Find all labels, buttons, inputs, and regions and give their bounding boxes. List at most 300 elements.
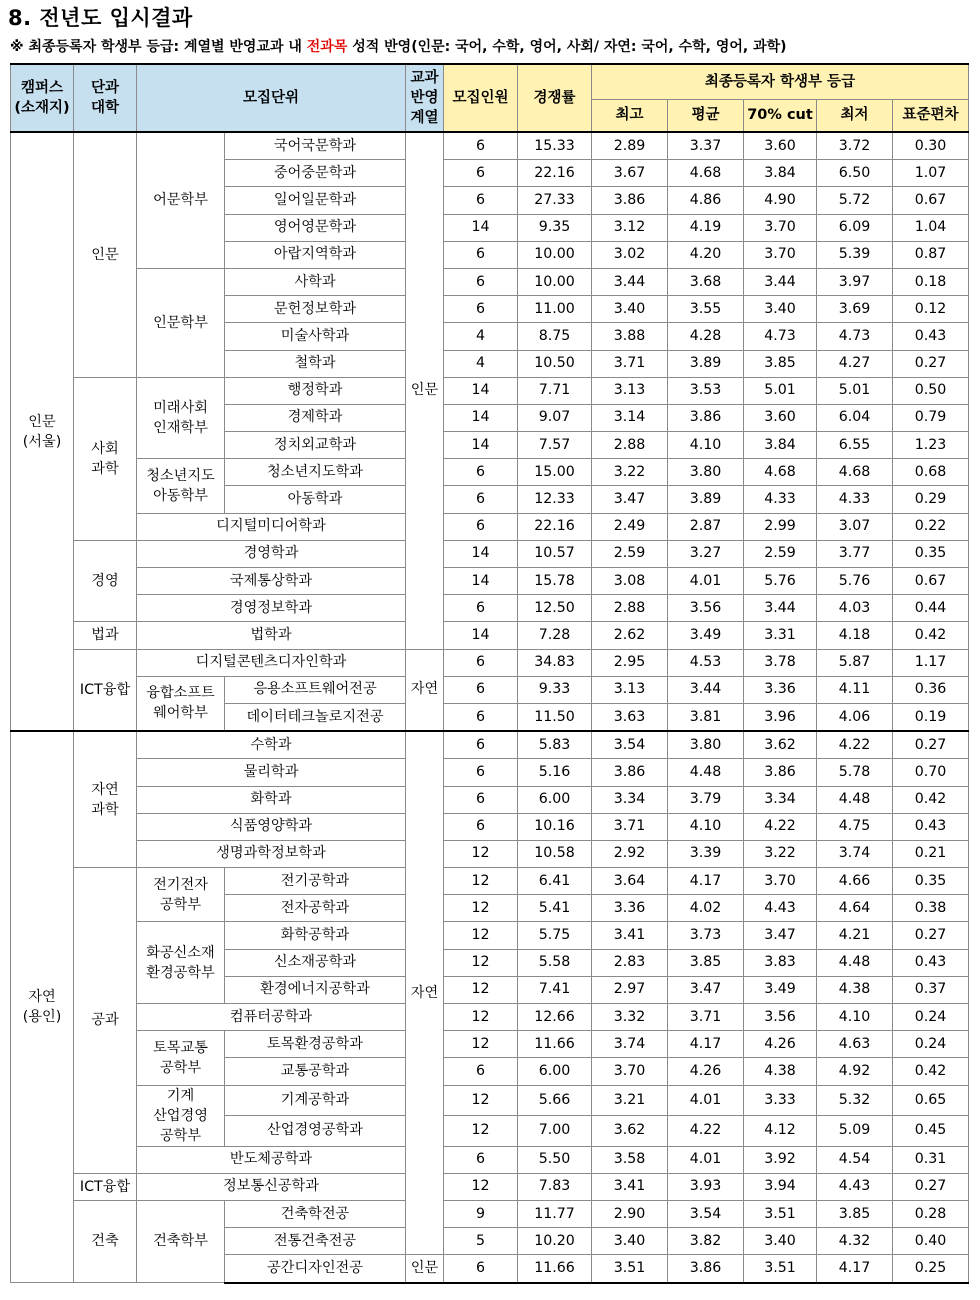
lowest-grade-cell: 5.09 [817,1116,893,1147]
ratio-cell: 34.83 [518,649,592,676]
stdev-cell: 0.30 [893,132,969,160]
stdev-cell: 0.27 [893,1173,969,1200]
lowest-grade-cell: 5.39 [817,241,893,268]
table-row [11,813,969,840]
best-grade-cell: 3.14 [592,404,668,431]
avg-grade-cell: 3.73 [668,922,744,949]
ratio-cell: 5.83 [518,731,592,759]
unit-name: 신소재공학과 [225,949,406,976]
best-grade-cell: 3.88 [592,323,668,350]
unit-name: 법학과 [137,622,406,649]
seoul-campus-rows [11,132,969,731]
lowest-grade-cell: 5.87 [817,649,893,676]
best-grade-cell: 3.21 [592,1085,668,1116]
avg-grade-cell: 3.47 [668,976,744,1003]
track-cell: 자연 [406,731,444,1255]
cut70-cell: 3.49 [744,976,817,1003]
unit-name: 컴퓨터공학과 [137,1004,406,1031]
ratio-cell: 10.00 [518,241,592,268]
table-row [11,1031,969,1058]
avg-grade-cell: 4.26 [668,1058,744,1085]
unit-name: 디지털미디어학과 [137,513,406,540]
unit-name: 물리학과 [137,759,406,786]
quota-cell: 9 [444,1200,518,1227]
avg-grade-cell: 3.54 [668,1200,744,1227]
best-grade-cell: 3.67 [592,160,668,187]
lowest-grade-cell: 5.76 [817,568,893,595]
college-cell: 법과 [74,622,137,649]
unit-name: 환경에너지공학과 [225,976,406,1003]
cut70-cell: 4.38 [744,1058,817,1085]
best-grade-cell: 3.71 [592,350,668,377]
college-cell: ICT융합 [74,649,137,731]
lowest-grade-cell: 4.21 [817,922,893,949]
note-highlight: 전과목 [306,39,348,55]
stdev-cell: 0.25 [893,1255,969,1283]
division-cell: 어문학부 [137,132,225,268]
best-grade-cell: 3.47 [592,486,668,513]
cut70-cell: 3.33 [744,1085,817,1116]
cut70-cell: 3.83 [744,949,817,976]
quota-cell: 6 [444,649,518,676]
unit-name: 공간디자인전공 [225,1255,406,1283]
admission-results-table [10,63,969,1284]
quota-cell: 6 [444,296,518,323]
ratio-cell: 9.35 [518,214,592,241]
unit-name: 일어일문학과 [225,187,406,214]
unit-name: 사학과 [225,268,406,295]
lowest-grade-cell: 4.48 [817,786,893,813]
ratio-cell: 27.33 [518,187,592,214]
lowest-grade-cell: 4.54 [817,1146,893,1173]
lowest-grade-cell: 4.22 [817,731,893,759]
avg-grade-cell: 3.80 [668,731,744,759]
avg-grade-cell: 4.48 [668,759,744,786]
quota-cell: 6 [444,676,518,703]
track-cell: 인문 [406,132,444,649]
cut70-cell: 4.12 [744,1116,817,1147]
unit-name: 경영학과 [137,540,406,567]
yongin-campus-rows [11,731,969,1282]
avg-grade-cell: 3.80 [668,459,744,486]
quota-cell: 5 [444,1228,518,1255]
stdev-cell: 0.27 [893,922,969,949]
avg-grade-cell: 4.20 [668,241,744,268]
stdev-cell: 0.22 [893,513,969,540]
best-grade-cell: 3.32 [592,1004,668,1031]
avg-grade-cell: 4.17 [668,868,744,895]
lowest-grade-cell: 6.55 [817,432,893,459]
avg-grade-cell: 4.01 [668,1146,744,1173]
avg-grade-cell: 3.39 [668,840,744,867]
ratio-cell: 11.77 [518,1200,592,1227]
cut70-cell: 3.44 [744,595,817,622]
unit-name: 아랍지역학과 [225,241,406,268]
table-row [11,840,969,867]
unit-name: 디지털콘텐츠디자인학과 [137,649,406,676]
college-cell: 자연 과학 [74,731,137,867]
track-cell: 자연 [406,649,444,731]
header-campus: 캠퍼스 (소재지) [11,64,74,132]
cut70-cell: 3.70 [744,214,817,241]
cut70-cell: 2.59 [744,540,817,567]
quota-cell: 6 [444,1255,518,1283]
lowest-grade-cell: 4.18 [817,622,893,649]
quota-cell: 12 [444,1173,518,1200]
ratio-cell: 7.41 [518,976,592,1003]
quota-cell: 12 [444,976,518,1003]
stdev-cell: 1.23 [893,432,969,459]
ratio-cell: 10.16 [518,813,592,840]
ratio-cell: 15.00 [518,459,592,486]
header-unit: 모집단위 [137,64,406,132]
avg-grade-cell: 3.37 [668,132,744,160]
lowest-grade-cell: 6.04 [817,404,893,431]
campus-cell: 인문 (서울) [11,132,74,731]
quota-cell: 6 [444,703,518,731]
ratio-cell: 10.20 [518,1228,592,1255]
lowest-grade-cell: 4.38 [817,976,893,1003]
lowest-grade-cell: 4.06 [817,703,893,731]
ratio-cell: 7.28 [518,622,592,649]
grade-note [10,36,787,56]
table-row [11,622,969,649]
table-row [11,676,969,703]
unit-name: 경영정보학과 [137,595,406,622]
stdev-cell: 0.12 [893,296,969,323]
table-row [11,377,969,404]
avg-grade-cell: 3.68 [668,268,744,295]
unit-name: 중어중문학과 [225,160,406,187]
unit-name: 전기공학과 [225,868,406,895]
best-grade-cell: 3.13 [592,676,668,703]
lowest-grade-cell: 4.10 [817,1004,893,1031]
table-row [11,540,969,567]
stdev-cell: 0.37 [893,976,969,1003]
best-grade-cell: 3.02 [592,241,668,268]
table-row [11,1004,969,1031]
ratio-cell: 15.33 [518,132,592,160]
cut70-cell: 3.60 [744,404,817,431]
avg-grade-cell: 3.89 [668,350,744,377]
lowest-grade-cell: 6.50 [817,160,893,187]
avg-grade-cell: 3.71 [668,1004,744,1031]
college-cell: 경영 [74,540,137,622]
quota-cell: 4 [444,350,518,377]
header-cut70: 70% cut [744,100,817,133]
stdev-cell: 0.40 [893,1228,969,1255]
quota-cell: 14 [444,540,518,567]
ratio-cell: 5.16 [518,759,592,786]
best-grade-cell: 3.40 [592,296,668,323]
stdev-cell: 0.68 [893,459,969,486]
cut70-cell: 4.68 [744,459,817,486]
cut70-cell: 3.36 [744,676,817,703]
lowest-grade-cell: 3.74 [817,840,893,867]
division-cell: 토목교통 공학부 [137,1031,225,1085]
avg-grade-cell: 3.49 [668,622,744,649]
unit-name: 기계공학과 [225,1085,406,1116]
ratio-cell: 11.50 [518,703,592,731]
cut70-cell: 3.92 [744,1146,817,1173]
best-grade-cell: 2.59 [592,540,668,567]
lowest-grade-cell: 5.72 [817,187,893,214]
avg-grade-cell: 4.28 [668,323,744,350]
avg-grade-cell: 3.82 [668,1228,744,1255]
table-row [11,568,969,595]
lowest-grade-cell: 3.69 [817,296,893,323]
quota-cell: 6 [444,1146,518,1173]
table-row [11,922,969,949]
quota-cell: 6 [444,459,518,486]
lowest-grade-cell: 4.27 [817,350,893,377]
unit-name: 전자공학과 [225,895,406,922]
stdev-cell: 0.27 [893,731,969,759]
unit-name: 화학과 [137,786,406,813]
stdev-cell: 0.27 [893,350,969,377]
ratio-cell: 5.58 [518,949,592,976]
table-row [11,1146,969,1173]
best-grade-cell: 3.22 [592,459,668,486]
avg-grade-cell: 3.85 [668,949,744,976]
stdev-cell: 1.17 [893,649,969,676]
ratio-cell: 5.50 [518,1146,592,1173]
header-avg: 평균 [668,100,744,133]
quota-cell: 6 [444,187,518,214]
avg-grade-cell: 3.53 [668,377,744,404]
quota-cell: 12 [444,895,518,922]
lowest-grade-cell: 4.75 [817,813,893,840]
quota-cell: 14 [444,622,518,649]
quota-cell: 6 [444,759,518,786]
lowest-grade-cell: 3.07 [817,513,893,540]
best-grade-cell: 2.62 [592,622,668,649]
quota-cell: 6 [444,1058,518,1085]
ratio-cell: 11.66 [518,1255,592,1283]
quota-cell: 6 [444,160,518,187]
stdev-cell: 0.43 [893,323,969,350]
unit-name: 건축학전공 [225,1200,406,1227]
cut70-cell: 5.76 [744,568,817,595]
lowest-grade-cell: 4.63 [817,1031,893,1058]
unit-name: 정보통신공학과 [137,1173,406,1200]
quota-cell: 6 [444,813,518,840]
division-cell: 화공신소재 환경공학부 [137,922,225,1004]
avg-grade-cell: 3.81 [668,703,744,731]
division-cell: 건축학부 [137,1200,225,1282]
table-row [11,268,969,295]
avg-grade-cell: 4.17 [668,1031,744,1058]
ratio-cell: 15.78 [518,568,592,595]
division-cell: 기계 산업경영 공학부 [137,1085,225,1146]
quota-cell: 12 [444,840,518,867]
best-grade-cell: 3.44 [592,268,668,295]
ratio-cell: 6.00 [518,1058,592,1085]
best-grade-cell: 3.41 [592,1173,668,1200]
table-row [11,1173,969,1200]
table-row [11,132,969,160]
table-row [11,459,969,486]
unit-name: 산업경영공학과 [225,1116,406,1147]
lowest-grade-cell: 4.43 [817,1173,893,1200]
unit-name: 정치외교학과 [225,432,406,459]
quota-cell: 12 [444,1004,518,1031]
best-grade-cell: 3.74 [592,1031,668,1058]
stdev-cell: 0.79 [893,404,969,431]
cut70-cell: 3.86 [744,759,817,786]
lowest-grade-cell: 4.48 [817,949,893,976]
avg-grade-cell: 3.79 [668,786,744,813]
cut70-cell: 4.73 [744,323,817,350]
best-grade-cell: 3.58 [592,1146,668,1173]
stdev-cell: 0.31 [893,1146,969,1173]
lowest-grade-cell: 3.77 [817,540,893,567]
best-grade-cell: 3.86 [592,187,668,214]
college-cell: 사회 과학 [74,377,137,540]
header-quota: 모집인원 [444,64,518,132]
cut70-cell: 3.51 [744,1255,817,1283]
quota-cell: 12 [444,1116,518,1147]
quota-cell: 12 [444,922,518,949]
lowest-grade-cell: 3.72 [817,132,893,160]
ratio-cell: 12.66 [518,1004,592,1031]
table-row [11,595,969,622]
stdev-cell: 0.42 [893,622,969,649]
note-prefix: ※ 최종등록자 학생부 등급: 계열별 반영교과 내 [10,39,307,55]
lowest-grade-cell: 3.97 [817,268,893,295]
college-cell: 인문 [74,132,137,377]
unit-name: 수학과 [137,731,406,759]
stdev-cell: 0.35 [893,540,969,567]
quota-cell: 6 [444,486,518,513]
college-cell: 건축 [74,1200,137,1282]
best-grade-cell: 3.63 [592,703,668,731]
avg-grade-cell: 3.86 [668,1255,744,1283]
unit-name: 데이터테크놀로지전공 [225,703,406,731]
best-grade-cell: 3.41 [592,922,668,949]
cut70-cell: 3.85 [744,350,817,377]
unit-name: 행정학과 [225,377,406,404]
quota-cell: 6 [444,241,518,268]
lowest-grade-cell: 4.92 [817,1058,893,1085]
ratio-cell: 10.50 [518,350,592,377]
stdev-cell: 0.65 [893,1085,969,1116]
avg-grade-cell: 4.02 [668,895,744,922]
avg-grade-cell: 4.19 [668,214,744,241]
cut70-cell: 2.99 [744,513,817,540]
cut70-cell: 3.60 [744,132,817,160]
lowest-grade-cell: 4.33 [817,486,893,513]
cut70-cell: 3.22 [744,840,817,867]
ratio-cell: 9.07 [518,404,592,431]
avg-grade-cell: 4.01 [668,1085,744,1116]
campus-cell: 자연 (용인) [11,731,74,1282]
lowest-grade-cell: 5.78 [817,759,893,786]
best-grade-cell: 3.70 [592,1058,668,1085]
avg-grade-cell: 4.01 [668,568,744,595]
quota-cell: 6 [444,731,518,759]
unit-name: 경제학과 [225,404,406,431]
division-cell: 전기전자 공학부 [137,868,225,922]
lowest-grade-cell: 4.68 [817,459,893,486]
lowest-grade-cell: 4.17 [817,1255,893,1283]
quota-cell: 14 [444,568,518,595]
stdev-cell: 0.36 [893,676,969,703]
unit-name: 토목환경공학과 [225,1031,406,1058]
ratio-cell: 5.41 [518,895,592,922]
best-grade-cell: 3.54 [592,731,668,759]
quota-cell: 14 [444,377,518,404]
stdev-cell: 0.44 [893,595,969,622]
quota-cell: 4 [444,323,518,350]
stdev-cell: 0.19 [893,703,969,731]
lowest-grade-cell: 5.32 [817,1085,893,1116]
cut70-cell: 3.70 [744,241,817,268]
ratio-cell: 11.66 [518,1031,592,1058]
ratio-cell: 9.33 [518,676,592,703]
quota-cell: 6 [444,268,518,295]
ratio-cell: 6.00 [518,786,592,813]
unit-name: 생명과학정보학과 [137,840,406,867]
stdev-cell: 0.18 [893,268,969,295]
ratio-cell: 22.16 [518,513,592,540]
unit-name: 화학공학과 [225,922,406,949]
ratio-cell: 7.83 [518,1173,592,1200]
division-cell: 인문학부 [137,268,225,377]
track-cell: 인문 [406,1255,444,1283]
quota-cell: 6 [444,595,518,622]
quota-cell: 6 [444,786,518,813]
college-cell: ICT융합 [74,1173,137,1200]
cut70-cell: 3.56 [744,1004,817,1031]
cut70-cell: 3.44 [744,268,817,295]
unit-name: 영어영문학과 [225,214,406,241]
cut70-cell: 4.22 [744,813,817,840]
table-row [11,868,969,895]
cut70-cell: 3.31 [744,622,817,649]
header-lowest: 최저 [817,100,893,133]
cut70-cell: 3.78 [744,649,817,676]
best-grade-cell: 2.88 [592,595,668,622]
avg-grade-cell: 3.27 [668,540,744,567]
unit-name: 철학과 [225,350,406,377]
header-college: 단과 대학 [74,64,137,132]
lowest-grade-cell: 4.11 [817,676,893,703]
lowest-grade-cell: 5.01 [817,377,893,404]
stdev-cell: 0.29 [893,486,969,513]
table-row [11,513,969,540]
division-cell: 융합소프트 웨어학부 [137,676,225,731]
header-track: 교과 반영 계열 [406,64,444,132]
unit-name: 식품영양학과 [137,813,406,840]
lowest-grade-cell: 4.66 [817,868,893,895]
note-suffix: 성적 반영(인문: 국어, 수학, 영어, 사회/ 자연: 국어, 수학, 영어, 과학) [347,39,787,55]
quota-cell: 12 [444,1031,518,1058]
avg-grade-cell: 3.86 [668,404,744,431]
stdev-cell: 0.42 [893,786,969,813]
lowest-grade-cell: 4.32 [817,1228,893,1255]
ratio-cell: 10.58 [518,840,592,867]
stdev-cell: 0.67 [893,568,969,595]
cut70-cell: 4.43 [744,895,817,922]
cut70-cell: 3.40 [744,1228,817,1255]
header-best: 최고 [592,100,668,133]
ratio-cell: 7.57 [518,432,592,459]
lowest-grade-cell: 4.73 [817,323,893,350]
unit-name: 미술사학과 [225,323,406,350]
ratio-cell: 7.00 [518,1116,592,1147]
stdev-cell: 0.28 [893,1200,969,1227]
